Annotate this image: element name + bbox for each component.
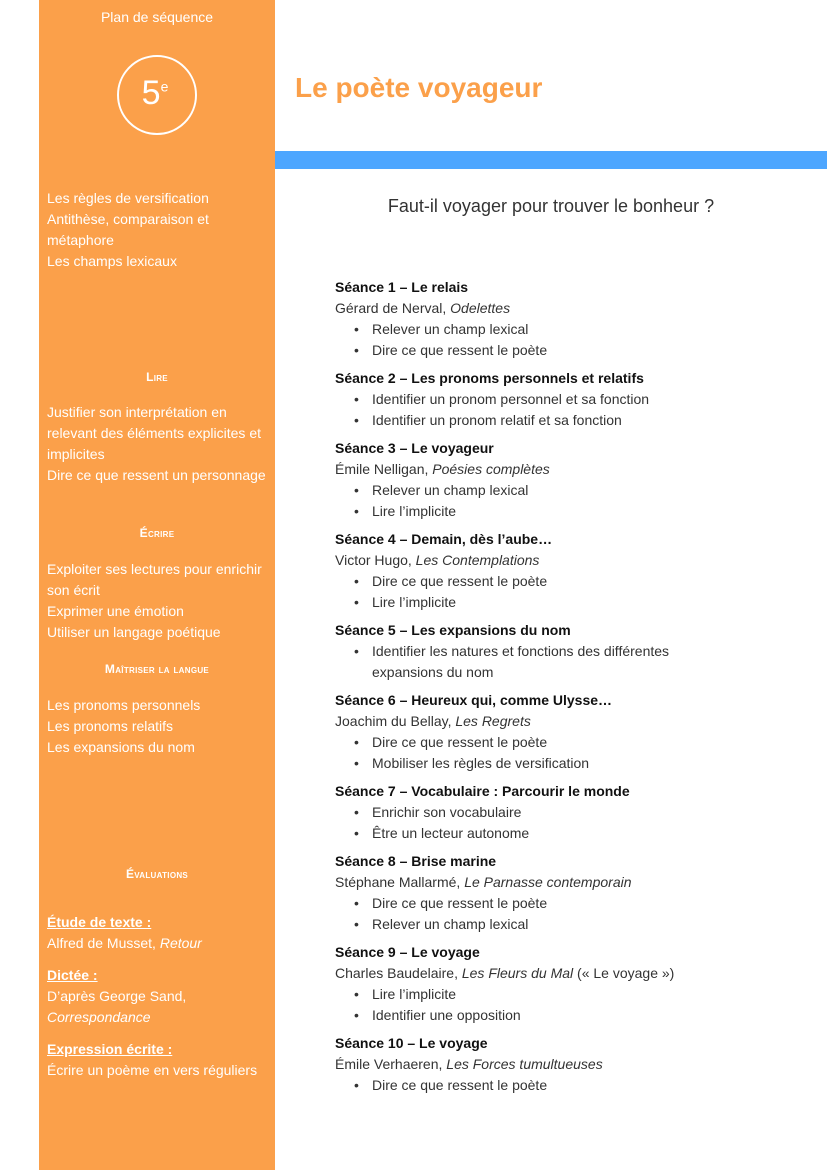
seance-title: Séance 3 – Le voyageur (335, 440, 494, 456)
seance-block (335, 781, 805, 844)
seance-title: Séance 5 – Les expansions du nom (335, 622, 571, 638)
evaluation-text: Alfred de Musset, Retour (47, 935, 202, 951)
seance-author: Émile Nelligan, (335, 461, 433, 477)
objective-item: Antithèse, comparaison et métaphore (47, 211, 209, 248)
seance-work: Les Contemplations (415, 552, 540, 568)
seance-objective-item: • Mobiliser les règles de versification (335, 753, 805, 774)
seance-block (335, 438, 805, 522)
seance-objectives (335, 641, 805, 683)
seance-source (335, 872, 805, 893)
sequence-question: Faut-il voyager pour trouver le bonheur ? (387, 196, 715, 216)
seance-block (335, 277, 805, 361)
seance-work: Les Regrets (455, 713, 531, 729)
ecrire-item: Exploiter ses lectures pour enrichir son écrit (47, 561, 262, 598)
evaluation-text: Écrire un poème en vers réguliers (47, 1062, 258, 1078)
seance-objectives (335, 319, 805, 361)
lire-list (47, 402, 273, 486)
seance-objective-item: • Enrichir son vocabulaire (335, 802, 805, 823)
seance-work: Odelettes (450, 300, 511, 316)
ecrire-list (47, 559, 273, 643)
langue-item: Les expansions du nom (47, 739, 195, 755)
seance-source (335, 298, 805, 319)
seance-author: Gérard de Nerval, (335, 300, 451, 316)
evaluation-text: D’après George Sand, Correspondance (47, 988, 187, 1025)
seance-title: Séance 7 – Vocabulaire : Parcourir le monde (335, 783, 630, 799)
seance-author: Victor Hugo, (335, 552, 416, 568)
seance-objective-item: • Lire l’implicite (335, 592, 805, 613)
seance-objective-item: • Lire l’implicite (335, 501, 805, 522)
seance-objective-item: • Lire l’implicite (335, 984, 805, 1005)
seance-block (335, 620, 805, 683)
seance-work: Le Parnasse contemporain (464, 874, 632, 890)
seance-objective-item: • Identifier les natures et fonctions des différentes expansions du nom (335, 641, 702, 683)
ecrire-heading: Écrire (139, 526, 175, 540)
seance-title: Séance 10 – Le voyage (335, 1035, 488, 1051)
evaluation-title: Expression écrite : (47, 1041, 173, 1057)
level-suffix: e (160, 78, 169, 95)
objectives-list (47, 188, 273, 272)
evaluation-title: Étude de texte : (47, 914, 152, 930)
seance-objective-item: • Identifier un pronom relatif et sa fonction (335, 410, 805, 431)
seance-objective-item: • Dire ce que ressent le poète (335, 340, 805, 361)
seance-source (335, 1054, 805, 1075)
seance-source (335, 963, 805, 984)
seances-list (335, 277, 805, 1103)
evaluations-heading: Évaluations (125, 867, 189, 881)
langue-item: Les pronoms relatifs (47, 718, 174, 734)
seance-block (335, 942, 805, 1026)
seance-objectives (335, 802, 805, 844)
seance-block (335, 690, 805, 774)
seance-objective-item: • Identifier une opposition (335, 1005, 805, 1026)
langue-list (47, 695, 273, 758)
ecrire-item: Utiliser un langage poétique (47, 624, 221, 640)
seance-objectives (335, 1075, 805, 1096)
seance-objective-item: • Relever un champ lexical (335, 480, 805, 501)
seance-work: Poésies complètes (432, 461, 550, 477)
seance-title: Séance 8 – Brise marine (335, 853, 497, 869)
lire-item: Justifier son interprétation en relevant des éléments explicites et implicites (47, 404, 261, 462)
seance-author: Émile Verhaeren, (335, 1056, 447, 1072)
seance-author: Joachim du Bellay, (335, 713, 456, 729)
seance-block (335, 529, 805, 613)
seance-source (335, 459, 805, 480)
seance-title: Séance 1 – Le relais (335, 279, 469, 295)
evaluation-title: Dictée : (47, 967, 98, 983)
seance-objectives (335, 732, 805, 774)
level-number: 5e (141, 74, 169, 112)
langue-item: Les pronoms personnels (47, 697, 201, 713)
seance-objectives (335, 480, 805, 522)
seance-objective-item: • Dire ce que ressent le poète (335, 571, 805, 592)
seance-author: Charles Baudelaire, (335, 965, 462, 981)
seance-objectives (335, 571, 805, 613)
seance-source (335, 550, 805, 571)
title-divider-bar (275, 151, 827, 169)
seance-objective-item: • Relever un champ lexical (335, 914, 805, 935)
evaluations-list (47, 912, 273, 1081)
seance-title: Séance 9 – Le voyage (335, 944, 480, 960)
langue-heading: Maîtriser la langue (104, 662, 210, 676)
seance-source (335, 711, 805, 732)
seance-objectives (335, 984, 805, 1026)
seance-block (335, 368, 805, 431)
seance-block (335, 851, 805, 935)
seance-work: Les Fleurs du Mal (461, 965, 574, 981)
lire-item: Dire ce que ressent un personnage (47, 467, 266, 483)
seance-title: Séance 4 – Demain, dès l’aube… (335, 531, 553, 547)
seance-title: Séance 2 – Les pronoms personnels et relatifs (335, 370, 644, 386)
objective-item: Les champs lexicaux (47, 253, 177, 269)
seance-objective-item: • Dire ce que ressent le poète (335, 1075, 805, 1096)
level-badge (117, 55, 197, 135)
seance-objectives (335, 893, 805, 935)
plan-label: Plan de séquence (100, 9, 214, 25)
seance-objective-item: • Dire ce que ressent le poète (335, 893, 805, 914)
seance-work: Les Forces tumultueuses (446, 1056, 603, 1072)
seance-objective-item: • Identifier un pronom personnel et sa fonction (335, 389, 805, 410)
objective-item: Les règles de versification (47, 190, 209, 206)
seance-title: Séance 6 – Heureux qui, comme Ulysse… (335, 692, 613, 708)
sidebar (39, 0, 275, 1170)
seance-objective-item: • Relever un champ lexical (335, 319, 805, 340)
seance-block (335, 1033, 805, 1096)
ecrire-item: Exprimer une émotion (47, 603, 184, 619)
seance-objective-item: • Dire ce que ressent le poète (335, 732, 805, 753)
seance-work-suffix: (« Le voyage ») (573, 965, 675, 981)
seance-author: Stéphane Mallarmé, (335, 874, 465, 890)
seance-objectives (335, 389, 805, 431)
page-title: Le poète voyageur (295, 72, 543, 103)
lire-heading: Lire (146, 370, 168, 384)
seance-objective-item: • Être un lecteur autonome (335, 823, 805, 844)
